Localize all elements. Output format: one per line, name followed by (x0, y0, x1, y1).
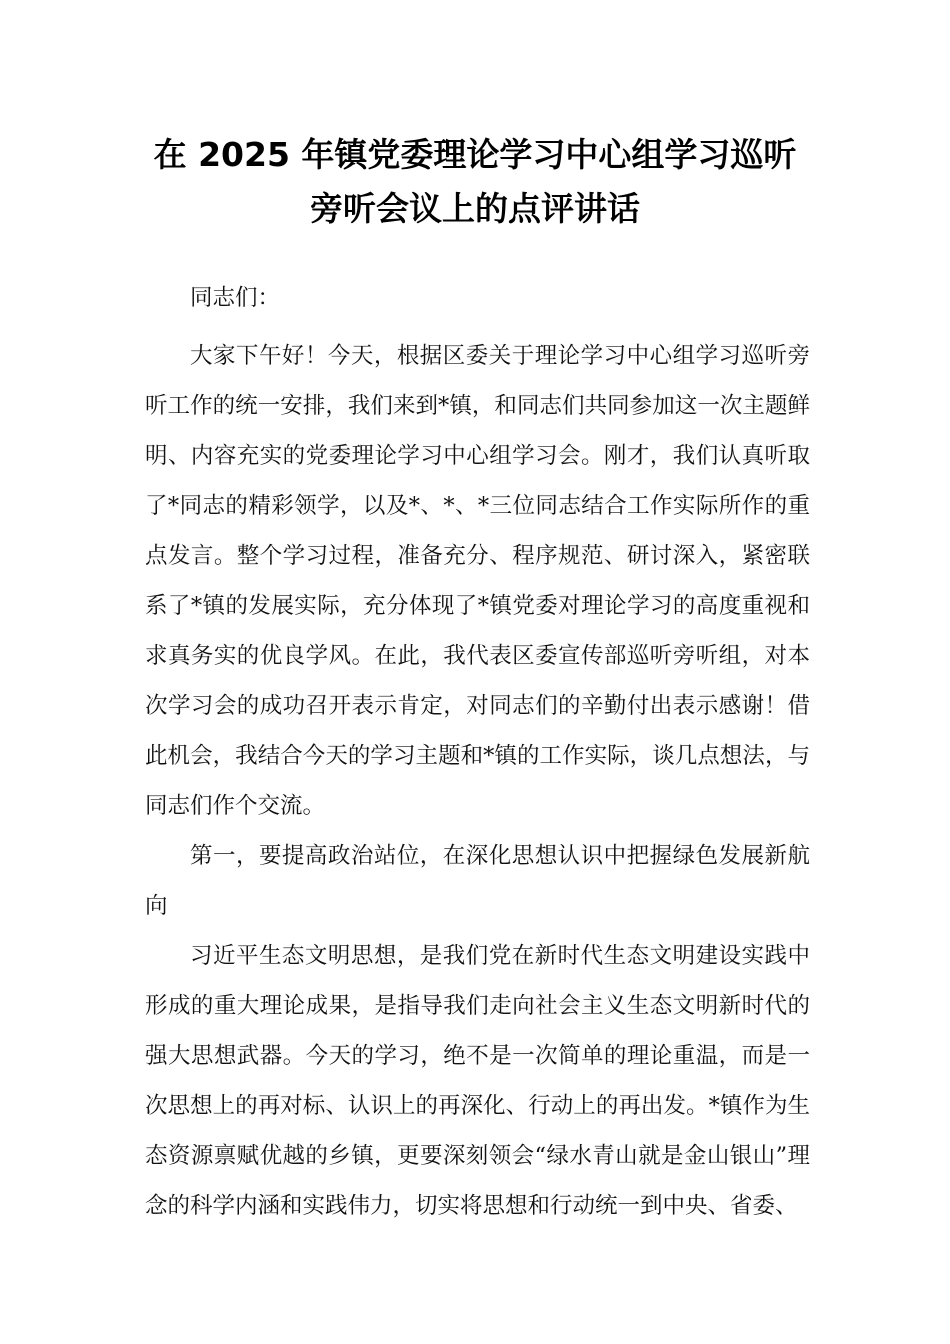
salutation: 同志们： (190, 285, 281, 311)
document-body (145, 273, 810, 1231)
title-line-2: 旁听会议上的点评讲话 (310, 189, 640, 228)
document-title (120, 128, 830, 236)
paragraph-section-1: 习近平生态文明思想，是我们党在新时代生态文明建设实践中形成的重大理论成果，是指导我们走向社会主义生态文明新时代的强大思想武器。今天的学习，绝不是一次简单的理论重温，而是一次思想上的再对标、认识上的再深化、行动上的再出发。*镇作为生态资源禀赋优越的乡镇，更要深刻领会“绿水青山就是金山银山”理念的科学内涵和实践伟力，切实将思想和行动统一到中央、省委、 (145, 943, 810, 1219)
section-heading-1: 第一，要提高政治站位，在深化思想认识中把握绿色发展新航向 (145, 843, 810, 919)
title-line-1: 在 2025 年镇党委理论学习中心组学习巡听 (153, 135, 797, 174)
paragraph-opening: 大家下午好！今天，根据区委关于理论学习中心组学习巡听旁听工作的统一安排，我们来到*镇，和同志们共同参加这一次主题鲜明、内容充实的党委理论学习中心组学习会。刚才，我们认真听取了*同志的精彩领学，以及*、*、*三位同志结合工作实际所作的重点发言。整个学习过程，准备充分、程序规范、研讨深入，紧密联系了*镇的发展实际，充分体现了*镇党委对理论学习的高度重视和求真务实的优良学风。在此，我代表区委宣传部巡听旁听组，对本次学习会的成功召开表示肯定，对同志们的辛勤付出表示感谢！借此机会，我结合今天的学习主题和*镇的工作实际，谈几点想法，与同志们作个交流。 (145, 343, 810, 819)
